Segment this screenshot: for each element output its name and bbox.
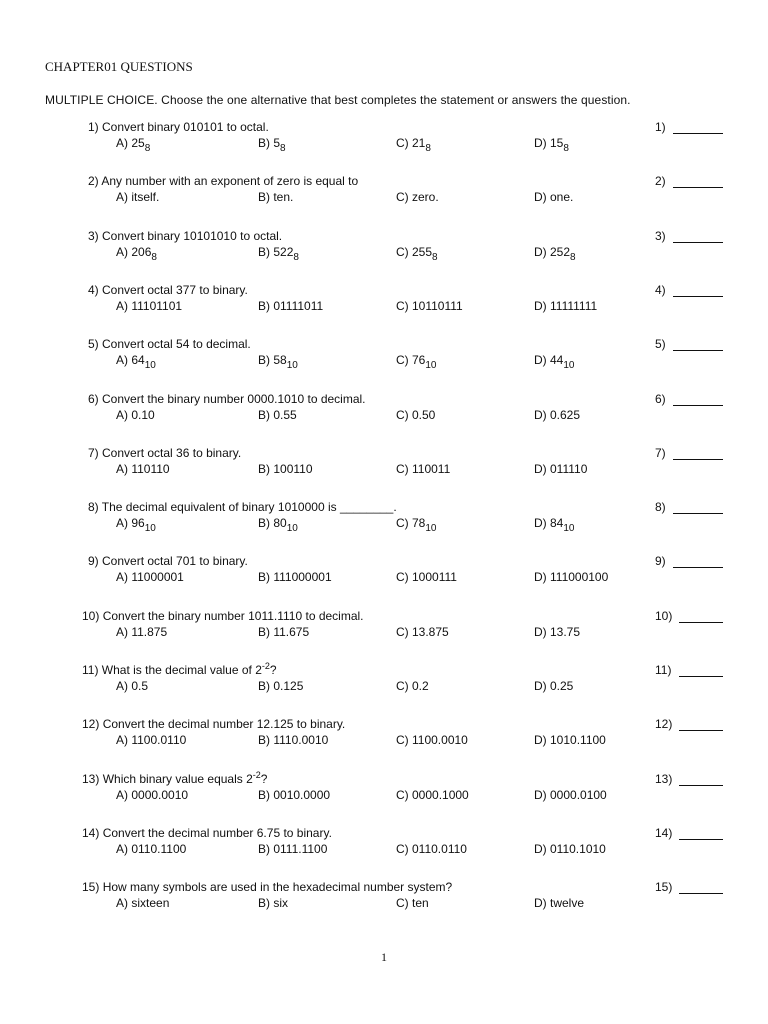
- answer-option: [396, 733, 468, 747]
- question-text: Convert octal 36 to binary.: [102, 445, 242, 460]
- answer-blank[interactable]: [673, 242, 723, 243]
- answer-option: [534, 842, 606, 856]
- question-text: How many symbols are used in the hexadecimal number system?: [102, 880, 453, 895]
- answer-option: [116, 462, 170, 476]
- answer-option: [396, 570, 457, 584]
- question-stem: [82, 609, 364, 623]
- answer-option: [116, 353, 156, 372]
- answer-option: [534, 733, 606, 747]
- option-label: B): [258, 896, 274, 911]
- option-label: A): [116, 896, 132, 911]
- option-text: 0000.0100: [550, 787, 607, 802]
- exponent: -2: [261, 661, 270, 671]
- option-text: one.: [550, 190, 574, 205]
- option-text: 25: [131, 136, 145, 150]
- option-label: A): [116, 298, 132, 313]
- answer-blank[interactable]: [673, 513, 723, 514]
- question-stem: [88, 283, 248, 297]
- answer-number: 1): [655, 120, 666, 134]
- option-label: D): [534, 679, 550, 693]
- question-item: [0, 500, 768, 548]
- answer-option: [534, 136, 569, 154]
- answer-blank[interactable]: [673, 350, 723, 351]
- number-base: 8: [151, 251, 157, 263]
- option-text: 13.875: [412, 624, 449, 639]
- number-base: 8: [144, 143, 151, 154]
- option-label: D): [534, 407, 550, 422]
- option-text: 64: [131, 353, 145, 368]
- option-label: B): [258, 353, 274, 368]
- question-item: [0, 663, 768, 711]
- answer-option: [396, 679, 429, 693]
- question-number: 4): [88, 282, 103, 297]
- question-stem: [88, 446, 241, 460]
- answer-option: [116, 625, 167, 639]
- option-text: 1000111: [412, 570, 457, 585]
- option-text: 110110: [131, 461, 170, 476]
- question-text-end: ?: [260, 771, 268, 786]
- option-text: 0000.1000: [412, 787, 469, 802]
- question-item: [0, 174, 768, 222]
- question-item: [0, 880, 768, 928]
- answer-number: 7): [655, 445, 666, 460]
- option-label: A): [116, 841, 132, 856]
- option-label: D): [534, 244, 550, 259]
- question-item: [0, 717, 768, 765]
- option-text: sixteen: [131, 896, 170, 911]
- number-base: 10: [144, 360, 156, 372]
- answer-option: [116, 570, 184, 584]
- question-item: [0, 826, 768, 874]
- option-label: A): [116, 244, 132, 259]
- option-label: B): [258, 461, 274, 476]
- answer-blank[interactable]: [679, 839, 723, 840]
- option-label: C): [396, 136, 412, 150]
- question-number: 9): [88, 554, 103, 569]
- question-item: [0, 229, 768, 277]
- option-text: six: [273, 896, 289, 911]
- question-text: Convert octal 54 to decimal.: [102, 337, 251, 352]
- exponent: -2: [252, 769, 261, 780]
- option-label: D): [534, 787, 550, 802]
- option-text: itself.: [131, 190, 160, 205]
- answer-number: 10): [655, 608, 673, 623]
- answer-number: 8): [655, 500, 666, 515]
- option-label: C): [396, 896, 412, 911]
- answer-option: [534, 190, 573, 204]
- answer-option: [258, 190, 293, 204]
- option-text: 0.625: [550, 407, 581, 422]
- option-label: D): [534, 298, 550, 313]
- question-text: Convert binary 010101 to octal.: [102, 120, 269, 134]
- option-label: C): [396, 679, 412, 693]
- option-text: 84: [550, 516, 564, 531]
- answer-blank[interactable]: [673, 567, 723, 568]
- option-label: A): [116, 624, 132, 639]
- option-text: 110011: [412, 461, 451, 476]
- number-base: 10: [425, 523, 437, 535]
- option-label: C): [396, 244, 412, 259]
- instructions: [45, 93, 631, 107]
- option-text: 0010.0000: [273, 787, 331, 802]
- option-label: B): [258, 787, 274, 802]
- answer-number: 11): [655, 663, 672, 677]
- option-label: C): [396, 407, 412, 422]
- answer-option: [534, 299, 597, 313]
- option-label: A): [116, 407, 132, 422]
- answer-number: 3): [655, 228, 666, 243]
- question-stem: [88, 174, 358, 188]
- number-base: 10: [563, 523, 575, 535]
- answer-number: 4): [655, 282, 666, 297]
- answer-option: [396, 136, 431, 154]
- option-text: 11000001: [131, 570, 184, 585]
- answer-option: [116, 896, 169, 910]
- answer-number: 12): [655, 717, 673, 732]
- option-label: A): [116, 461, 132, 476]
- option-label: D): [534, 136, 550, 150]
- question-stem: [88, 120, 269, 134]
- question-text: What is the decimal value of 2: [101, 663, 262, 677]
- answer-option: [258, 842, 327, 856]
- answer-option: [258, 679, 303, 693]
- option-text: 1100.0110: [131, 733, 187, 748]
- option-text: 0.25: [550, 679, 574, 693]
- question-text: Convert octal 377 to binary.: [102, 282, 248, 297]
- question-number: 1): [88, 120, 103, 134]
- option-label: A): [116, 787, 132, 802]
- option-label: C): [396, 353, 412, 368]
- question-text: Which binary value equals 2: [102, 771, 253, 786]
- option-label: D): [534, 570, 550, 585]
- answer-option: [258, 299, 323, 313]
- option-text: 1110.0010: [273, 733, 329, 748]
- option-label: A): [116, 570, 132, 585]
- option-text: 10110111: [412, 298, 463, 313]
- question-text-end: ?: [269, 663, 277, 677]
- number-base: 8: [280, 143, 286, 154]
- question-item: [0, 392, 768, 440]
- option-text: 0000.0010: [131, 787, 189, 802]
- question-number: 6): [88, 391, 103, 406]
- question-number: 15): [82, 880, 103, 895]
- option-text: 011110: [550, 461, 588, 476]
- number-base: 8: [570, 251, 576, 263]
- question-stem: [88, 554, 248, 568]
- answer-option: [534, 788, 607, 802]
- option-label: A): [116, 733, 132, 748]
- question-item: [0, 554, 768, 602]
- question-number: 12): [82, 717, 103, 732]
- answer-option: [396, 516, 437, 535]
- option-text: zero.: [412, 190, 439, 205]
- answer-option: [116, 136, 151, 154]
- option-text: 0.50: [412, 407, 436, 422]
- option-text: 1010.1100: [550, 733, 606, 748]
- answer-option: [396, 190, 439, 204]
- answer-option: [396, 788, 469, 802]
- number-base: 8: [425, 143, 431, 154]
- answer-option: [116, 299, 182, 313]
- option-text: twelve: [550, 896, 585, 911]
- option-label: C): [396, 190, 412, 205]
- answer-option: [534, 625, 580, 639]
- number-base: 8: [563, 143, 569, 154]
- answer-option: [396, 896, 429, 910]
- answer-option: [116, 788, 188, 802]
- answer-option: [396, 353, 437, 372]
- option-label: D): [534, 353, 550, 368]
- number-base: 8: [293, 251, 299, 263]
- answer-option: [534, 408, 580, 422]
- option-label: B): [258, 244, 274, 259]
- option-label: C): [396, 841, 412, 856]
- option-text: 0.2: [412, 679, 429, 693]
- instructions-text: Choose the one alternative that best completes the statement or answers the question.: [161, 93, 631, 107]
- option-label: B): [258, 136, 274, 150]
- number-base: 10: [286, 360, 298, 372]
- answer-blank[interactable]: [673, 405, 723, 406]
- option-text: ten.: [273, 190, 294, 205]
- question-text: Convert the binary number 0000.1010 to decimal.: [102, 391, 366, 406]
- answer-option: [258, 353, 298, 372]
- answer-option: [116, 190, 159, 204]
- question-item: [0, 283, 768, 331]
- option-text: 11101101: [131, 298, 183, 313]
- answer-option: [396, 625, 449, 639]
- chapter-title: CHAPTER01 QUESTIONS: [45, 59, 193, 74]
- option-label: D): [534, 841, 550, 856]
- answer-option: [116, 408, 155, 422]
- answer-number: 15): [655, 880, 673, 895]
- number-base: 8: [432, 251, 438, 263]
- answer-blank[interactable]: [679, 622, 723, 623]
- answer-option: [396, 842, 467, 856]
- option-label: C): [396, 298, 412, 313]
- option-label: C): [396, 570, 412, 585]
- option-label: B): [258, 733, 274, 748]
- question-item: [0, 446, 768, 494]
- answer-blank[interactable]: [673, 296, 723, 297]
- option-label: B): [258, 516, 274, 531]
- question-text: Convert the decimal number 6.75 to binary.: [102, 825, 332, 840]
- number-base: 10: [425, 360, 437, 372]
- option-label: D): [534, 461, 550, 476]
- number-base: 10: [563, 360, 575, 372]
- option-text: 80: [273, 516, 287, 531]
- option-label: B): [258, 570, 274, 585]
- answer-option: [258, 788, 330, 802]
- question-stem: [82, 717, 345, 731]
- option-label: C): [396, 733, 412, 748]
- option-text: 252: [550, 244, 571, 259]
- question-item: [0, 337, 768, 385]
- option-text: 0111.1100: [273, 841, 328, 856]
- option-text: 76: [412, 353, 426, 368]
- question-number: 3): [88, 228, 103, 243]
- question-stem: [82, 663, 277, 677]
- answer-blank[interactable]: [673, 133, 723, 134]
- option-label: A): [116, 136, 132, 150]
- option-text: 100110: [273, 461, 313, 476]
- answer-option: [534, 462, 587, 476]
- option-label: B): [258, 298, 274, 313]
- question-stem: [88, 337, 251, 351]
- answer-option: [258, 408, 297, 422]
- option-text: 206: [131, 244, 152, 259]
- answer-option: [258, 570, 332, 584]
- option-text: 11111111: [550, 298, 598, 313]
- option-text: 21: [412, 136, 426, 150]
- question-item: [0, 120, 768, 168]
- answer-number: 13): [655, 771, 673, 786]
- option-text: 11.875: [131, 624, 168, 639]
- number-base: 10: [144, 523, 156, 535]
- question-number: 14): [82, 825, 103, 840]
- answer-blank[interactable]: [673, 459, 723, 460]
- option-label: D): [534, 896, 550, 911]
- option-text: 11.675: [273, 624, 310, 639]
- answer-option: [396, 299, 463, 313]
- answer-blank[interactable]: [679, 785, 723, 786]
- option-text: 01111011: [273, 298, 324, 313]
- option-text: 96: [131, 516, 145, 531]
- option-text: 15: [550, 136, 564, 150]
- option-label: C): [396, 461, 412, 476]
- answer-option: [258, 462, 313, 476]
- answer-blank[interactable]: [679, 676, 723, 677]
- question-number: 2): [88, 174, 102, 189]
- answer-option: [116, 516, 156, 535]
- answer-option: [116, 842, 186, 856]
- answer-option: [258, 733, 328, 747]
- option-label: D): [534, 733, 550, 748]
- answer-option: [396, 244, 438, 263]
- option-label: B): [258, 679, 274, 693]
- answer-number: 9): [655, 554, 666, 569]
- option-label: D): [534, 624, 550, 639]
- option-label: C): [396, 624, 412, 639]
- answer-option: [534, 570, 608, 584]
- section-label: MULTIPLE CHOICE.: [45, 93, 158, 107]
- answer-blank[interactable]: [679, 893, 723, 894]
- number-base: 10: [286, 523, 298, 535]
- option-text: 111000001: [273, 570, 332, 585]
- question-text: Any number with an exponent of zero is equal to: [101, 174, 359, 189]
- answer-option: [258, 136, 286, 154]
- page-number: 1: [381, 950, 387, 964]
- question-number: 5): [88, 337, 103, 352]
- option-label: A): [116, 353, 132, 368]
- question-stem: [82, 880, 452, 894]
- question-text: The decimal equivalent of binary 1010000 is ________.: [101, 500, 397, 515]
- answer-option: [258, 625, 309, 639]
- answer-option: [534, 679, 573, 693]
- question-stem: [88, 500, 397, 514]
- answer-option: [116, 679, 148, 693]
- question-stem: [88, 392, 366, 406]
- option-label: D): [534, 516, 550, 531]
- answer-option: [116, 244, 157, 263]
- answer-number: 5): [655, 337, 666, 352]
- question-number: 7): [88, 445, 103, 460]
- option-text: 522: [273, 244, 294, 259]
- question-text: Convert the decimal number 12.125 to binary.: [102, 717, 346, 732]
- question-item: [0, 609, 768, 657]
- answer-option: [258, 896, 288, 910]
- option-text: 111000100: [550, 570, 609, 585]
- answer-option: [258, 244, 299, 263]
- question-number: 8): [88, 500, 102, 515]
- option-text: 0.10: [131, 407, 155, 422]
- option-text: 58: [273, 353, 287, 368]
- option-text: 13.75: [550, 624, 581, 639]
- option-text: 0110.1010: [550, 841, 606, 856]
- option-text: 78: [412, 516, 426, 531]
- question-text: Convert the binary number 1011.1110 to decimal.: [102, 608, 364, 623]
- question-number: 11): [82, 663, 102, 677]
- option-label: A): [116, 190, 132, 205]
- option-text: 0.5: [131, 679, 149, 693]
- answer-option: [534, 516, 575, 535]
- option-label: A): [116, 679, 132, 693]
- question-stem: [82, 769, 268, 786]
- option-text: 5: [273, 136, 281, 150]
- question-stem: [88, 229, 282, 243]
- option-label: B): [258, 190, 274, 205]
- question-number: 13): [82, 771, 103, 786]
- option-text: 0110.1100: [131, 841, 187, 856]
- option-text: 0110.0110: [412, 841, 467, 856]
- answer-option: [116, 733, 186, 747]
- option-text: 0.55: [273, 407, 297, 422]
- answer-option: [534, 896, 584, 910]
- question-item: [0, 769, 768, 820]
- option-text: 1100.0010: [412, 733, 468, 748]
- answer-option: [534, 353, 575, 372]
- option-label: D): [534, 190, 550, 205]
- option-label: C): [396, 787, 412, 802]
- option-text: 44: [550, 353, 564, 368]
- option-text: 0.125: [273, 679, 304, 693]
- answer-blank[interactable]: [679, 730, 723, 731]
- answer-number: 6): [655, 391, 666, 406]
- answer-number: 14): [655, 825, 673, 840]
- option-label: B): [258, 624, 274, 639]
- question-number: 10): [82, 608, 103, 623]
- question-stem: [82, 826, 332, 840]
- question-text: Convert binary 10101010 to octal.: [102, 228, 283, 243]
- question-text: Convert octal 701 to binary.: [102, 554, 248, 569]
- option-label: C): [396, 516, 412, 531]
- option-text: 255: [412, 244, 433, 259]
- option-label: B): [258, 407, 274, 422]
- answer-option: [534, 244, 576, 263]
- option-text: ten: [412, 896, 429, 911]
- answer-option: [396, 408, 435, 422]
- answer-blank[interactable]: [673, 187, 723, 188]
- answer-option: [258, 516, 298, 535]
- option-label: A): [116, 516, 132, 531]
- answer-option: [396, 462, 450, 476]
- answer-number: 2): [655, 174, 666, 189]
- option-label: B): [258, 841, 274, 856]
